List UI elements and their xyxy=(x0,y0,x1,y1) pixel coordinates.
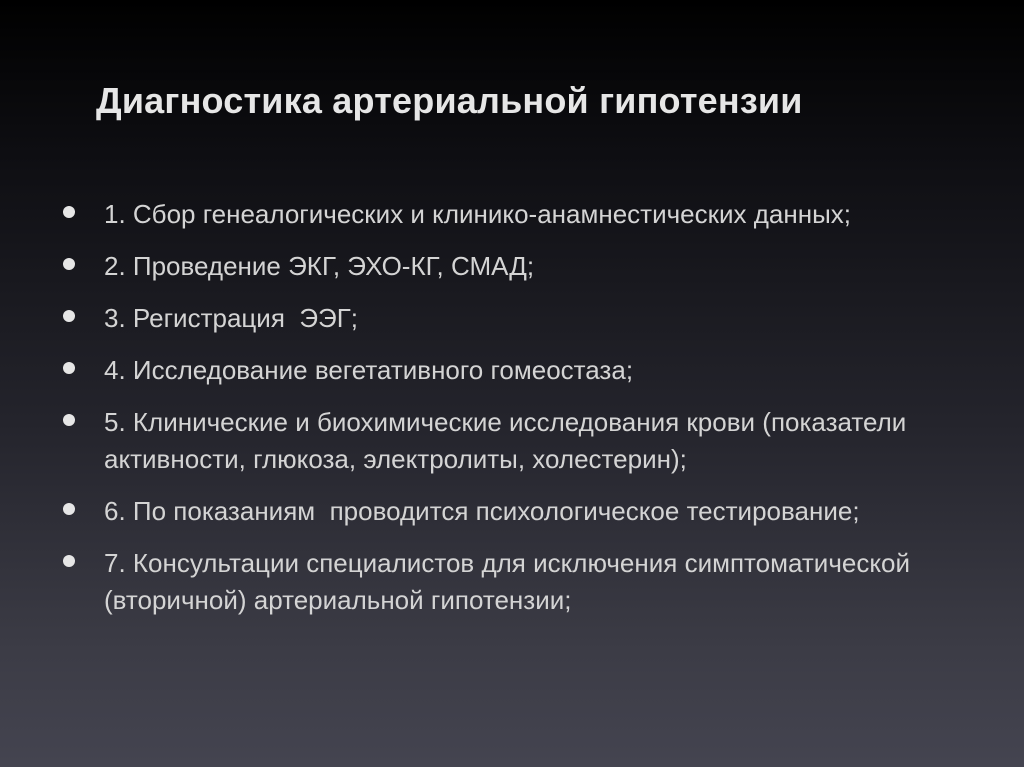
bullet-icon xyxy=(63,362,75,374)
bullet-item xyxy=(60,352,1010,389)
bullet-item xyxy=(60,545,1010,619)
bullet-list xyxy=(60,196,1010,634)
bullet-text: 6. По показаниям проводится психологическое тестирование; xyxy=(104,496,860,526)
bullet-icon xyxy=(63,414,75,426)
bullet-text: 4. Исследование вегетативного гомеостаза; xyxy=(104,355,634,385)
bullet-icon xyxy=(63,503,75,515)
bullet-text: 7. Консультации специалистов для исключения симптоматической (вторичной) артериальной гипотензии; xyxy=(104,548,918,615)
bullet-item xyxy=(60,404,1010,478)
bullet-text: 5. Клинические и биохимические исследования крови (показатели активности, глюкоза, электролиты, холестерин); xyxy=(104,407,914,474)
bullet-item xyxy=(60,300,1010,337)
bullet-text: 2. Проведение ЭКГ, ЭХО-КГ, СМАД; xyxy=(104,251,535,281)
bullet-item xyxy=(60,196,1010,233)
bullet-icon xyxy=(63,555,75,567)
bullet-text: 3. Регистрация ЭЭГ; xyxy=(104,303,359,333)
bullet-icon xyxy=(63,310,75,322)
bullet-item xyxy=(60,493,1010,530)
bullet-icon xyxy=(63,206,75,218)
bullet-icon xyxy=(63,258,75,270)
bullet-text: 1. Сбор генеалогических и клинико-анамнестических данных; xyxy=(104,199,851,229)
slide-title: Диагностика артериальной гипотензии xyxy=(96,80,803,121)
bullet-item xyxy=(60,248,1010,285)
